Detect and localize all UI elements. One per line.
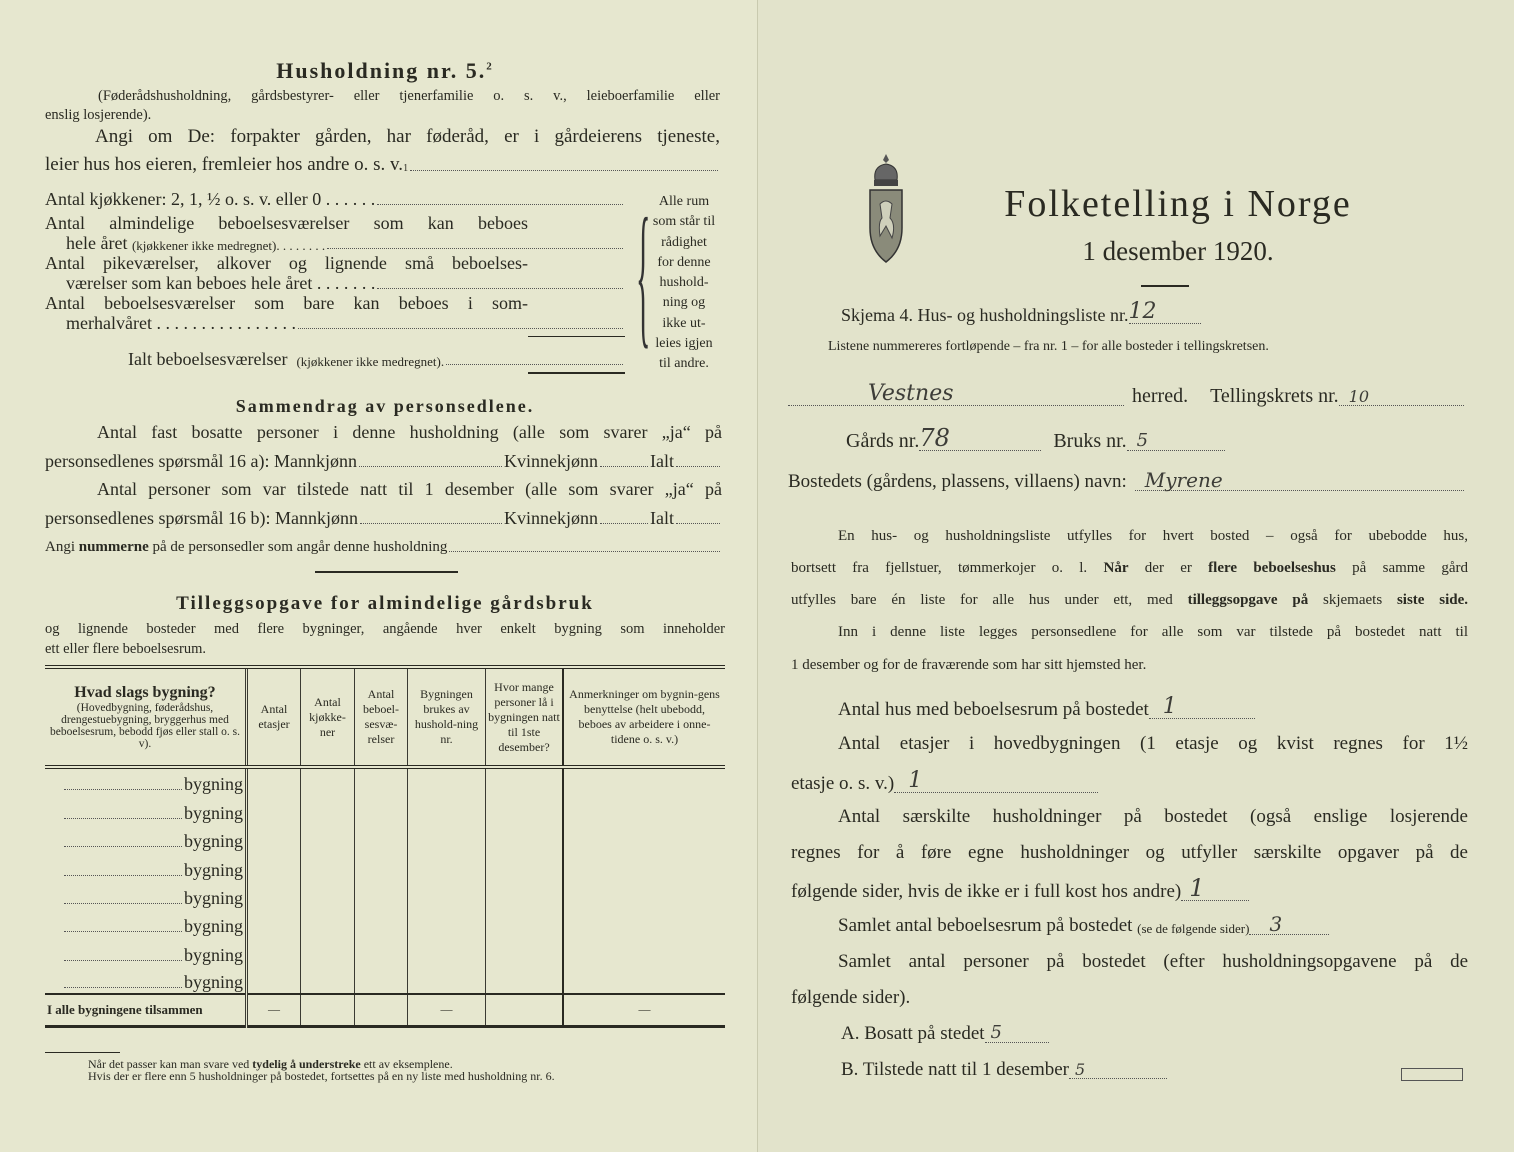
col-desc: (Hovedbygning, føderådshus, drengestuebygning, bryggerhus med beboelsesrum, bebodd fjøs eller stall o. s. v). (49, 702, 241, 750)
cell[interactable] (355, 966, 408, 994)
cell[interactable] (486, 909, 564, 937)
text: skjemaets (1323, 592, 1383, 608)
cell[interactable] (301, 824, 355, 852)
cell[interactable] (355, 852, 408, 880)
table-header (45, 667, 725, 767)
floors-label-cont: etasje o. s. v.) (791, 773, 895, 794)
total-rooms-field[interactable] (128, 350, 625, 368)
household-title (45, 60, 725, 82)
resident-total-input[interactable] (676, 466, 720, 467)
resident-female-input[interactable] (600, 466, 648, 467)
cell[interactable] (247, 966, 301, 994)
present-male-label: personsedlenes spørsmål 16 b): Mannkjønn (45, 508, 358, 528)
cell[interactable] (408, 909, 486, 937)
intro-text: (Føderådshusholdning, gårdsbestyrer- eller tjenerfamilie o. s. v., leieboerfamilie eller (98, 88, 720, 104)
cell[interactable] (486, 824, 564, 852)
district-field[interactable]: 10 (1339, 389, 1464, 406)
total-rooms-line (838, 914, 1329, 935)
text-bold: flere beboelseshus (1208, 560, 1336, 576)
farm-line (846, 426, 1225, 451)
col-title: Hvad slags bygning? (74, 684, 216, 701)
supplement-title: Tilleggsopgave for almindelige gårdsbruk (176, 593, 594, 614)
brace-note-line: ning og (662, 295, 706, 311)
kitchens-field[interactable] (45, 190, 625, 208)
cell[interactable] (301, 909, 355, 937)
building-label: bygning (183, 972, 243, 993)
col-persons: Hvor mange personer lå i bygningen natt til 1ste desember? (486, 667, 564, 767)
footnote-text: ett av eksemplene. (363, 1057, 453, 1071)
brace-note-line: til andre. (659, 356, 709, 372)
households-label-cont: følgende sider, hvis de ikke er i full kost hos andre) (791, 881, 1182, 902)
total-rooms-note: (se de følgende sider) (1137, 921, 1250, 936)
schema-label: Skjema 4. Hus- og husholdningsliste nr. (841, 305, 1129, 325)
cell[interactable] (355, 824, 408, 852)
cell[interactable] (355, 909, 408, 937)
cell[interactable] (563, 767, 725, 795)
holding-number-label: Bruks nr. (1053, 430, 1127, 452)
cell[interactable] (355, 937, 408, 965)
total-rooms-label: Ialt beboelsesværelser (128, 349, 288, 369)
angi-input-line[interactable] (410, 170, 718, 171)
right-page (757, 0, 1514, 1152)
holding-number-field[interactable]: 5 (1127, 432, 1225, 451)
houses-label: Antal hus med beboelsesrum på bostedet (838, 699, 1149, 720)
divider (528, 336, 625, 337)
footnote-ref: 1 (403, 163, 409, 174)
cell[interactable] (563, 824, 725, 852)
cell[interactable] (355, 767, 408, 795)
angi-text-cont: leier hus hos eieren, fremleier hos andre o. s. v. (45, 154, 404, 175)
schema-line (841, 301, 1201, 324)
col-building-type (45, 667, 247, 767)
building-label: bygning (183, 774, 243, 795)
small-rooms-field[interactable] (66, 274, 625, 292)
total-rooms-field[interactable]: 3 (1249, 914, 1329, 935)
present-line (841, 1060, 1167, 1079)
supplement-desc: og lignende bosteder med flere bygninger, angående hver enkelt bygning som inneholder (45, 621, 725, 637)
houses-line (838, 696, 1255, 719)
households-line (791, 876, 1249, 901)
building-cell[interactable] (45, 824, 247, 852)
cell[interactable] (563, 966, 725, 994)
cell[interactable] (486, 767, 564, 795)
col-household: Bygningen brukes av hushold-ning nr. (408, 667, 486, 767)
cell (486, 994, 564, 1026)
text: der er (1144, 560, 1192, 576)
table-row (45, 767, 725, 795)
cell[interactable] (486, 937, 564, 965)
kitchens-input-line[interactable] (377, 204, 623, 205)
brace-note-line: for denne (657, 254, 711, 270)
cell[interactable] (301, 795, 355, 823)
cell[interactable] (563, 909, 725, 937)
place-line (788, 470, 1464, 491)
building-label: bygning (183, 859, 243, 880)
census-title: Folketelling i Norge (1004, 183, 1352, 225)
instructions-text: Inn i denne liste legges personsedlene for alle som var tilstede på bostedet natt til (838, 624, 1468, 640)
rooms-label-cont: hele året (66, 233, 128, 253)
brace-note-line: hushold- (659, 275, 709, 291)
total-remarks: — (563, 994, 725, 1026)
building-cell[interactable] (45, 795, 247, 823)
resident-text: Antal fast bosatte personer i denne husholdning (alle som svarer „ja“ på (97, 422, 722, 442)
building-cell[interactable] (45, 966, 247, 994)
municipality-field[interactable]: Vestnes (788, 383, 1124, 406)
table-row (45, 852, 725, 880)
col-kitchens: Antal kjøkke-ner (301, 667, 355, 767)
table-row (45, 824, 725, 852)
table-row (45, 795, 725, 823)
brace-note-line: Alle rum (658, 194, 710, 209)
instructions-text: 1 desember og for de fraværende som har sitt hjemsted her. (791, 657, 1147, 673)
households-label: regnes for å føre egne husholdninger og utfyller særskilte opgaver på de (791, 842, 1468, 863)
angi-field[interactable] (45, 155, 720, 174)
building-label: bygning (183, 887, 243, 908)
table-total-row (45, 994, 725, 1026)
cell[interactable] (247, 909, 301, 937)
place-name-label: Bostedets (gårdens, plassens, villaens) navn: (788, 471, 1127, 492)
building-label: bygning (183, 802, 243, 823)
table-row (45, 909, 725, 937)
cell[interactable] (486, 881, 564, 909)
small-rooms-input-line[interactable] (377, 288, 623, 289)
summary-title: Sammendrag av personsedlene. (235, 396, 535, 416)
cell[interactable] (408, 881, 486, 909)
cell[interactable] (247, 937, 301, 965)
resident-male-input[interactable] (359, 466, 502, 467)
persons-label: Samlet antal personer på bostedet (efter husholdningsopgavene på de (838, 951, 1468, 972)
intro-text-cont: enslig losjerende). (45, 107, 152, 123)
brace-note-line: som står til (652, 214, 716, 230)
households-label: Antal særskilte husholdninger på bostedet (også enslige losjerende (838, 806, 1468, 827)
farm-number-label: Gårds nr. (846, 430, 920, 452)
col-rooms: Antal beboel-sesvæ-relser (355, 667, 408, 767)
instructions-text (791, 593, 1468, 608)
present-total-input[interactable] (676, 523, 720, 524)
district-line (788, 383, 1464, 406)
table-row (45, 966, 725, 994)
total-rooms-input-line[interactable] (446, 364, 623, 365)
cell[interactable] (486, 795, 564, 823)
numbers-field[interactable] (45, 540, 722, 555)
instructions-text (791, 561, 1468, 576)
building-cell[interactable] (45, 881, 247, 909)
resident-total-label: Ialt (650, 451, 674, 471)
present-counts (45, 509, 722, 527)
summer-rooms-label-cont: merhalvåret . . . . . . . . . . . . . . . . (66, 313, 296, 333)
building-cell[interactable] (45, 852, 247, 880)
household-title-text: Husholdning nr. 5. (276, 58, 487, 83)
instructions-text: En hus- og husholdningsliste utfylles for hvert bosted – også for ubebodde hus, (838, 528, 1468, 544)
small-rooms-label-cont: værelser som kan beboes hele året . . . . . . . (66, 273, 376, 293)
present-field[interactable]: 5 (1069, 1062, 1167, 1079)
cell[interactable] (301, 881, 355, 909)
total-household: — (408, 994, 486, 1026)
brace: { (636, 189, 651, 365)
numbers-label-rest: på de personsedler som angår denne husholdning (152, 539, 448, 555)
resident-field[interactable]: 5 (985, 1024, 1049, 1043)
brace-note (642, 192, 726, 375)
kitchens-label: Antal kjøkkener: 2, 1, ½ o. s. v. eller 0 . . . . . . (45, 189, 376, 209)
brace-note-line: leies igjen (655, 336, 713, 352)
title-divider (1141, 285, 1189, 287)
cell[interactable] (247, 767, 301, 795)
building-cell[interactable] (45, 937, 247, 965)
resident-female-label: Kvinnekjønn (504, 451, 598, 471)
floors-label: Antal etasjer i hovedbygningen (1 etasje og kvist regnes for 1½ (838, 733, 1468, 754)
total-floors: — (247, 994, 301, 1026)
cell[interactable] (247, 881, 301, 909)
cell[interactable] (301, 852, 355, 880)
footnote-2: Hvis der er flere enn 5 husholdninger på bostedet, fortsettes på en ny liste med husholdning nr. 6. (88, 1069, 555, 1083)
text: utfylles bare én liste for alle hus under ett, med (791, 592, 1173, 608)
footnote-text: Når det passer kan man svare ved (88, 1057, 250, 1071)
cell[interactable] (247, 852, 301, 880)
cell[interactable] (408, 852, 486, 880)
small-rooms-label: Antal pikeværelser, alkover og lignende små beboelses- (45, 253, 528, 273)
footnote-divider (45, 1052, 120, 1053)
divider (528, 372, 625, 374)
present-text: Antal personer som var tilstede natt til 1 desember (alle som svarer „ja“ på (97, 479, 722, 499)
place-name-field[interactable]: Myrene (1135, 470, 1464, 491)
municipality-label: herred. (1132, 385, 1189, 407)
supplement-desc-cont: ett eller flere beboelsesrum. (45, 641, 207, 657)
numbers-input-line[interactable] (449, 551, 720, 552)
summer-rooms-label: Antal beboelsesværelser som bare kan beboes i som- (45, 293, 528, 313)
summer-rooms-field[interactable] (66, 314, 625, 332)
total-rooms-note: (kjøkkener ikke medregnet). (296, 354, 445, 369)
printer-stamp-icon (1401, 1068, 1463, 1081)
col-remarks: Anmerkninger om bygnin-gens benyttelse (helt ubebodd, beboes av arbeidere i onne-tidene o. s. v.) (563, 667, 725, 767)
building-label: bygning (183, 831, 243, 852)
district-label: Tellingskrets nr. (1210, 385, 1339, 407)
cell[interactable] (301, 767, 355, 795)
cell[interactable] (408, 824, 486, 852)
coat-of-arms-icon (868, 152, 904, 264)
building-label: bygning (183, 944, 243, 965)
cell[interactable] (408, 966, 486, 994)
text-bold: siste side. (1396, 592, 1469, 608)
numbers-label-bold: nummerne (78, 539, 149, 555)
present-total-label: Ialt (650, 508, 674, 528)
households-field[interactable]: 1 (1181, 876, 1249, 901)
text-bold: tilleggsopgave på (1187, 592, 1309, 608)
brace-note-line: ikke ut- (662, 315, 706, 331)
present-male-input[interactable] (360, 523, 502, 524)
resident-line (841, 1024, 1049, 1043)
present-female-label: Kvinnekjønn (504, 508, 598, 528)
cell[interactable] (486, 966, 564, 994)
total-rooms-label: Samlet antal beboelsesrum på bostedet (838, 915, 1133, 936)
numbering-note: Listene nummereres fortløpende – fra nr. 1 – for alle bosteder i tellingskretsen. (828, 339, 1269, 354)
cell[interactable] (247, 824, 301, 852)
resident-male-label: personsedlenes spørsmål 16 a): Mannkjønn (45, 451, 357, 471)
cell (301, 994, 355, 1026)
footnote-ref: 2 (486, 60, 494, 73)
resident-counts (45, 452, 722, 470)
rooms-label: Antal almindelige beboelsesværelser som kan beboes (45, 213, 528, 233)
floors-field[interactable]: 1 (894, 770, 1098, 793)
rooms-field[interactable] (66, 234, 625, 252)
cell[interactable] (563, 795, 725, 823)
cell[interactable] (563, 937, 725, 965)
census-date: 1 desember 1920. (1082, 236, 1274, 266)
houses-field[interactable]: 1 (1149, 696, 1255, 719)
section-divider (315, 571, 458, 573)
cell[interactable] (355, 881, 408, 909)
list-number-field[interactable]: 12 (1129, 301, 1201, 324)
angi-text: Angi om De: forpakter gården, har føderåd, er i gårdeierens tjeneste, (95, 126, 720, 147)
building-label: bygning (183, 916, 243, 937)
cell[interactable] (486, 852, 564, 880)
resident-label: A. Bosatt på stedet (841, 1023, 985, 1044)
cell[interactable] (408, 767, 486, 795)
cell[interactable] (301, 966, 355, 994)
cell[interactable] (408, 795, 486, 823)
cell[interactable] (563, 881, 725, 909)
table-row (45, 937, 725, 965)
cell[interactable] (301, 937, 355, 965)
cell[interactable] (247, 795, 301, 823)
footnote-bold: tydelig å understreke (252, 1057, 361, 1071)
rooms-note: (kjøkkener ikke medregnet). . . . . . . . (131, 238, 326, 253)
building-cell[interactable] (45, 909, 247, 937)
numbers-label: Angi (45, 539, 75, 555)
summer-rooms-input-line[interactable] (298, 328, 623, 329)
floors-line (791, 770, 1098, 793)
text: bortsett fra fjellstuer, tømmerkojer o. l. (791, 560, 1088, 576)
present-female-input[interactable] (600, 523, 648, 524)
building-cell[interactable] (45, 767, 247, 795)
cell (355, 994, 408, 1026)
present-label: B. Tilstede natt til 1 desember (841, 1059, 1069, 1080)
table-row (45, 881, 725, 909)
cell[interactable] (563, 852, 725, 880)
text: på samme gård (1352, 560, 1469, 576)
farm-number-field[interactable]: 78 (919, 426, 1041, 451)
persons-label-cont: følgende sider). (791, 987, 911, 1008)
text-bold: Når (1103, 560, 1129, 576)
buildings-table (45, 665, 725, 1028)
rooms-input-line[interactable] (327, 248, 623, 249)
cell[interactable] (355, 795, 408, 823)
col-floors: Antal etasjer (247, 667, 301, 767)
cell[interactable] (408, 937, 486, 965)
brace-note-line: rådighet (661, 234, 707, 250)
total-label: I alle bygningene tilsammen (45, 994, 247, 1026)
